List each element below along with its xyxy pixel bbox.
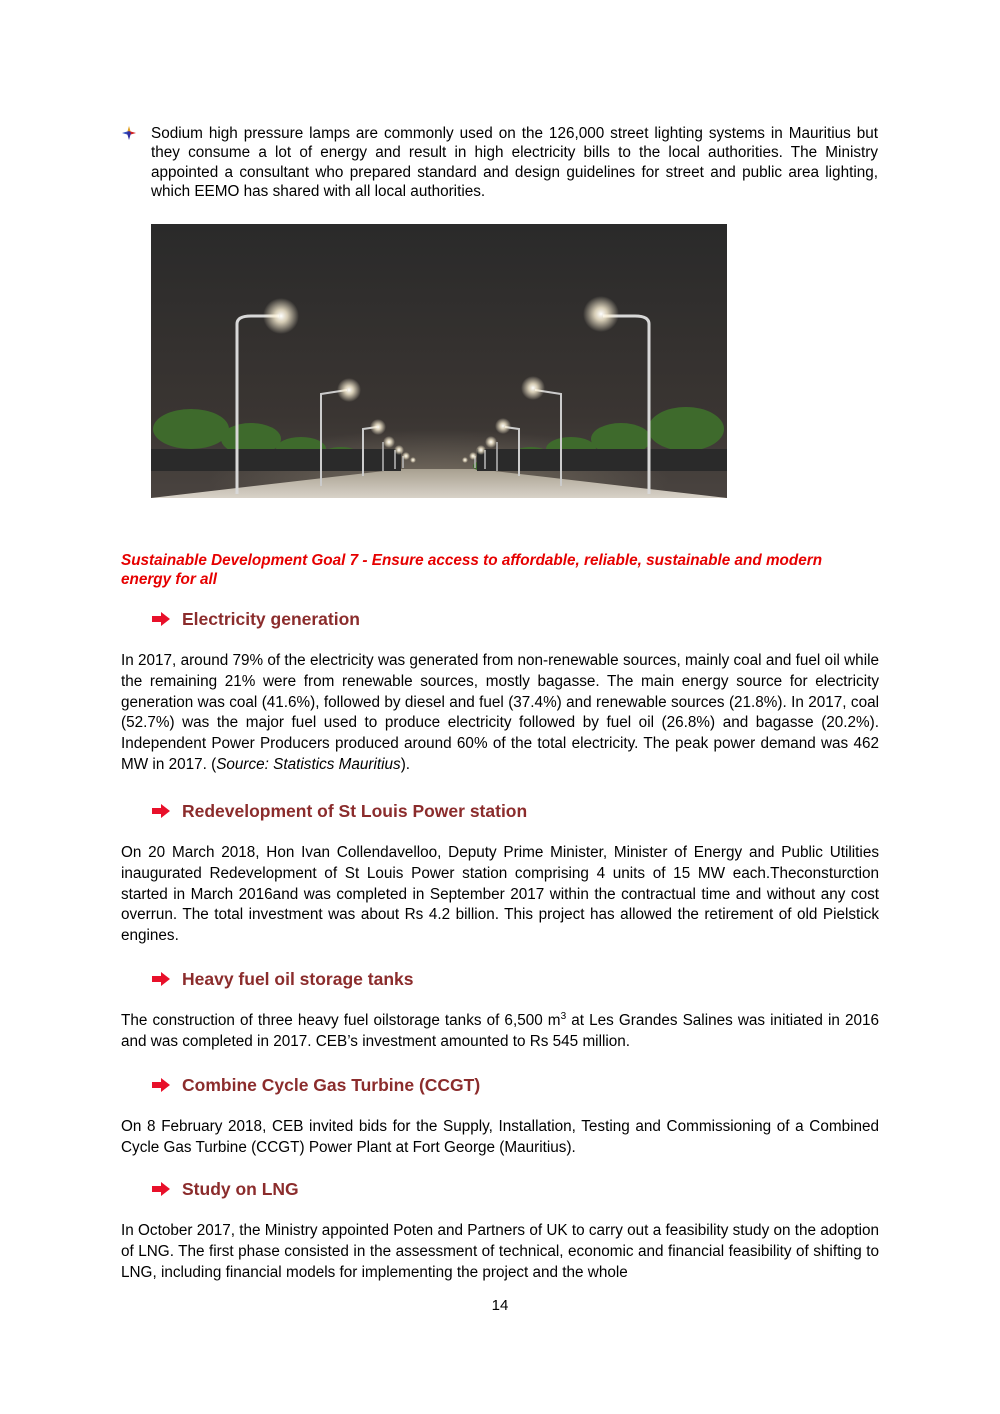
section-title: Combine Cycle Gas Turbine (CCGT) bbox=[182, 1074, 481, 1095]
street-lights-photo bbox=[151, 224, 727, 498]
heading-study-lng bbox=[152, 1177, 299, 1201]
red-arrow-icon bbox=[152, 1078, 170, 1092]
heading-heavy-fuel-oil bbox=[152, 967, 413, 991]
heavy-fuel-oil-paragraph bbox=[121, 1011, 879, 1053]
section-title: Heavy fuel oil storage tanks bbox=[182, 968, 414, 989]
page-number: 14 bbox=[491, 1297, 509, 1314]
lng-paragraph: In October 2017, the Ministry appointed Poten and Partners of UK to carry out a feasibility study on the adoption of LNG. The first phase consisted in the assessment of technical, economic and financial feasibility of shifting to LNG, including financial models for implementing the project and the whole bbox=[121, 1222, 879, 1281]
hfo-text-a: The construction of three heavy fuel oilstorage tanks of 6,500 m bbox=[121, 1012, 561, 1029]
heading-electricity-generation bbox=[152, 607, 360, 631]
section-title: Electricity generation bbox=[182, 608, 360, 629]
multicolor-diamond-bullet-icon bbox=[122, 126, 136, 140]
heading-st-louis bbox=[152, 799, 527, 823]
heading-ccgt bbox=[152, 1073, 480, 1097]
street-lighting-text: Sodium high pressure lamps are commonly used on the 126,000 street lighting systems in Mauritius but they consume a lot of energy and result in high electricity bills to the local authorities. The Ministry appointed a consultant who prepared standard and design guidelines for street and public area lighting, which EEMO has shared with all local authorities. bbox=[151, 125, 878, 201]
citation-close: ). bbox=[400, 755, 411, 773]
electricity-paragraph bbox=[121, 651, 879, 776]
street-lighting-bullet bbox=[122, 124, 878, 202]
ccgt-paragraph: On 8 February 2018, CEB invited bids for the Supply, Installation, Testing and Commissioning of a Combined Cycle Gas Turbine (CCGT) Power Plant at Fort George (Mauritius). bbox=[121, 1118, 879, 1156]
red-arrow-icon bbox=[152, 612, 170, 626]
hfo-text-b: at Les Grandes Salines was initiated in 2016 and was completed in 2017. CEB’s investment amounted to Rs 545 million. bbox=[121, 1012, 880, 1050]
superscript-3: 3 bbox=[560, 1010, 567, 1022]
section-title: Redevelopment of St Louis Power station bbox=[182, 800, 528, 821]
red-arrow-icon bbox=[152, 804, 170, 818]
sdg7-title: Sustainable Development Goal 7 - Ensure access to affordable, reliable, sustainable and modern energy for all bbox=[121, 552, 823, 588]
source-citation: Source: Statistics Mauritius bbox=[216, 755, 401, 773]
section-title: Study on LNG bbox=[182, 1178, 299, 1199]
red-arrow-icon bbox=[152, 1182, 170, 1196]
red-arrow-icon bbox=[152, 972, 170, 986]
st-louis-paragraph: On 20 March 2018, Hon Ivan Collendavelloo, Deputy Prime Minister, Minister of Energy and Public Utilities inaugurated Redevelopment of St Louis Power station comprising 4 units of 15 MW each.Theconsturction started in March 2016and was completed in September 2017 within the contractual time and without any cost overrun. The total investment was about Rs 4.2 billion. This project has allowed the retirement of old Pielstick engines. bbox=[121, 844, 879, 945]
electricity-text: In 2017, around 79% of the electricity was generated from non-renewable sources, mainly coal and fuel oil while the remaining 21% were from renewable sources, mostly bagasse. The main energy source for electricity generation was coal (41.6%), followed by diesel and fuel (37.4%) and renewable sources (21.8%). In 2017, coal (52.7%) was the major fuel used to produce electricity followed by fuel oil (26.8%) and bagasse (20.2%). Independent Power Producers produced around 60% of the total electricity. The peak power demand was 462 MW in 2017. ( bbox=[121, 652, 879, 773]
